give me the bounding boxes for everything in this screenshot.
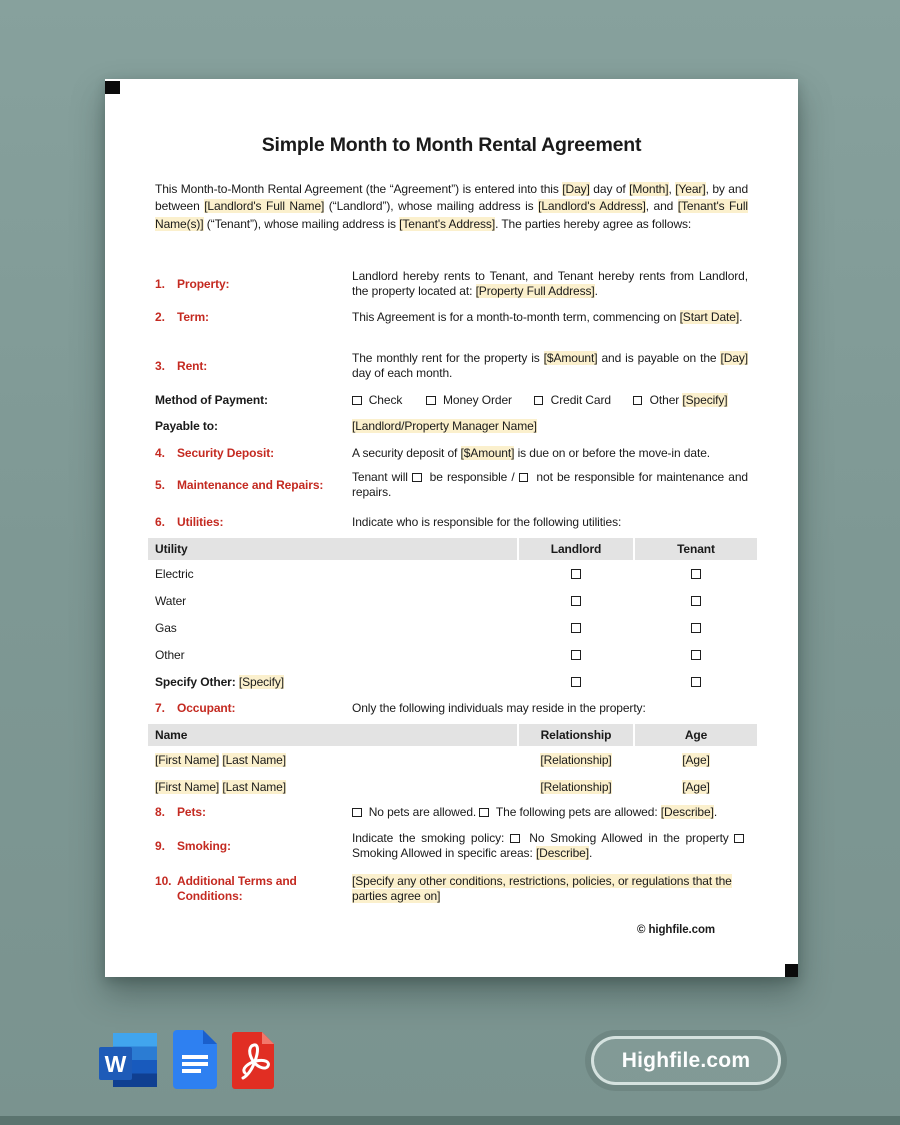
text-segment: The monthly rent for the property is	[352, 351, 544, 365]
text-segment: (“Tenant”), whose mailing address is	[203, 216, 400, 231]
section-number: 8.	[155, 805, 165, 820]
text-segment: , by and between	[155, 182, 749, 214]
section-label: Property:	[177, 276, 230, 291]
text-segment: Check	[365, 393, 403, 407]
occupants-header-name: Name	[148, 724, 517, 746]
text-segment: be responsible /	[425, 470, 519, 484]
payment-options	[352, 393, 748, 408]
table-row	[148, 668, 757, 695]
section-content	[352, 805, 748, 820]
placeholder-field: [Property Full Address]	[475, 284, 595, 299]
section-property	[155, 269, 748, 300]
text-segment: .	[594, 284, 598, 299]
checkbox[interactable]	[412, 473, 422, 483]
crop-mark-bottom-right	[785, 964, 798, 977]
section-number: 9.	[155, 838, 165, 853]
text-segment: Specify Other:	[155, 674, 239, 689]
checkbox[interactable]	[691, 623, 701, 633]
checkbox[interactable]	[734, 834, 744, 844]
checkbox[interactable]	[479, 808, 489, 818]
text-segment: Money Order	[439, 393, 512, 407]
section-additional-terms	[155, 874, 748, 905]
section-content	[352, 269, 748, 300]
text-segment: Tenant will	[352, 470, 412, 484]
method-of-payment-row	[155, 393, 748, 408]
section-label: Additional Terms and Conditions:	[177, 874, 297, 904]
section-label: Term:	[177, 310, 209, 325]
section-number: 1.	[155, 276, 165, 291]
section-smoking	[155, 831, 748, 862]
row-label: Method of Payment:	[155, 393, 268, 408]
occupants-table	[148, 724, 757, 800]
text-segment: , and	[645, 199, 678, 214]
checkbox[interactable]	[571, 569, 581, 579]
utility-name	[148, 648, 517, 662]
bottom-edge-strip	[0, 1116, 900, 1125]
placeholder-field: [Landlord's Full Name]	[204, 199, 325, 214]
text-segment: . The parties hereby agree as follows:	[495, 216, 692, 231]
text-segment: This Agreement is for a month-to-month term, commencing on	[352, 310, 680, 324]
section-label: Occupant:	[177, 701, 236, 716]
utility-name	[148, 675, 517, 689]
placeholder-field: [Month]	[629, 182, 669, 196]
table-row	[148, 614, 757, 641]
text-segment: The following pets are allowed:	[492, 805, 661, 819]
pdf-icon[interactable]	[232, 1032, 274, 1089]
checkbox[interactable]	[571, 596, 581, 606]
checkbox[interactable]	[571, 650, 581, 660]
checkbox[interactable]	[633, 396, 643, 406]
placeholder-field: [First Name]	[155, 779, 220, 794]
placeholder-field: [Age]	[682, 752, 710, 767]
table-row	[148, 587, 757, 614]
checkbox[interactable]	[691, 677, 701, 687]
payable-to-row	[155, 419, 748, 434]
section-label: Utilities:	[177, 515, 224, 530]
text-segment: ,	[668, 182, 676, 196]
section-maintenance	[155, 470, 748, 501]
row-label: Payable to:	[155, 419, 218, 434]
occupants-header-relationship: Relationship	[519, 724, 633, 746]
section-content	[352, 310, 748, 325]
text-segment: .	[588, 846, 593, 861]
occupant-age	[635, 780, 757, 794]
section-content	[352, 831, 748, 862]
text-segment: Electric	[155, 566, 194, 581]
text-segment: Water	[155, 593, 187, 608]
section-label: Rent:	[177, 358, 208, 373]
placeholder-field: [Describe]	[660, 805, 714, 819]
section-number: 5.	[155, 477, 165, 492]
placeholder-field: [First Name]	[155, 752, 220, 767]
table-row	[148, 773, 757, 800]
spacer	[402, 403, 426, 404]
section-number: 4.	[155, 446, 165, 461]
svg-text:W: W	[104, 1051, 127, 1077]
placeholder-field: [Age]	[682, 779, 710, 794]
section-content	[352, 470, 748, 501]
section-number: 6.	[155, 515, 165, 530]
placeholder-field: [Year]	[675, 182, 706, 196]
intro-paragraph	[155, 181, 748, 233]
placeholder-field: [Last Name]	[222, 779, 286, 794]
occupant-name	[148, 753, 517, 767]
occupant-age	[635, 753, 757, 767]
checkbox[interactable]	[691, 596, 701, 606]
placeholder-field: [$Amount]	[460, 446, 515, 460]
crop-mark-top-left	[105, 81, 120, 94]
placeholder-field: [Relationship]	[540, 752, 612, 767]
text-segment: No Smoking Allowed in the property	[523, 831, 735, 845]
placeholder-field: [Tenant's Address]	[399, 216, 496, 231]
checkbox[interactable]	[426, 396, 436, 406]
utilities-header-landlord: Landlord	[519, 538, 633, 560]
checkbox[interactable]	[571, 677, 581, 687]
placeholder-field: [Specify]	[238, 674, 284, 689]
section-label: Maintenance and Repairs:	[177, 477, 324, 492]
checkbox[interactable]	[352, 396, 362, 406]
utilities-table	[148, 538, 757, 695]
text-segment: Landlord hereby rents to Tenant, and Tenant hereby rents from Landlord, the property located at:	[352, 269, 748, 299]
table-row	[148, 560, 757, 587]
copyright-notice: © highfile.com	[637, 924, 715, 936]
spacer	[512, 403, 534, 404]
section-label: Pets:	[177, 805, 206, 820]
spacer	[611, 403, 633, 404]
placeholder-field: [Last Name]	[222, 752, 286, 767]
checkbox[interactable]	[691, 650, 701, 660]
text-segment: .	[713, 805, 718, 819]
text-segment: day of	[589, 182, 630, 196]
text-segment: (“Landlord”), whose mailing address is	[324, 199, 539, 214]
placeholder-field: [Day]	[720, 351, 748, 365]
text-segment: Other	[155, 647, 185, 662]
text-segment: This Month-to-Month Rental Agreement (the “Agreement”) is entered into this	[155, 182, 563, 196]
checkbox[interactable]	[571, 623, 581, 633]
occupants-header-age: Age	[635, 724, 757, 746]
occupant-relationship	[519, 753, 633, 767]
document-title: Simple Month to Month Rental Agreement	[261, 134, 642, 156]
table-row	[148, 746, 757, 773]
placeholder-field: [Tenant's Full Name(s)]	[155, 199, 748, 231]
checkbox[interactable]	[534, 396, 544, 406]
placeholder-field: [Relationship]	[540, 779, 612, 794]
placeholder-field: [Specify any other conditions, restrictions, policies, or regulations that the parties agree on]	[352, 874, 732, 904]
section-number: 3.	[155, 358, 165, 373]
section-content	[352, 515, 748, 530]
text-segment: Other	[646, 393, 683, 407]
section-number: 7.	[155, 701, 165, 716]
text-segment: .	[739, 310, 743, 324]
section-number: 2.	[155, 310, 165, 325]
text-segment: Smoking Allowed in specific areas:	[352, 846, 536, 861]
section-content	[352, 701, 748, 716]
placeholder-field: [Landlord's Address]	[538, 199, 646, 214]
section-term	[155, 310, 748, 325]
text-segment: No pets are allowed.	[365, 805, 480, 819]
placeholder-field: [Specify]	[682, 393, 728, 407]
checkbox[interactable]	[519, 473, 529, 483]
highfile-site-button-label: Highfile.com	[621, 1048, 751, 1072]
word-icon[interactable]	[99, 1033, 157, 1090]
section-pets	[155, 805, 748, 820]
highfile-site-button[interactable]	[591, 1036, 781, 1085]
text-segment: A security deposit of	[352, 446, 461, 460]
checkbox[interactable]	[352, 808, 362, 818]
occupant-name	[148, 780, 517, 794]
utilities-header-tenant: Tenant	[635, 538, 757, 560]
section-content	[352, 446, 748, 461]
occupant-relationship	[519, 780, 633, 794]
section-number: 10.	[155, 874, 172, 889]
section-utilities	[155, 515, 748, 530]
section-occupant	[155, 701, 748, 716]
placeholder-field: [Landlord/Property Manager Name]	[352, 419, 537, 433]
text-segment: not be responsible for maintenance and repairs.	[352, 470, 749, 500]
section-rent	[155, 351, 748, 382]
section-content	[352, 351, 748, 382]
text-segment: Indicate who is responsible for the following utilities:	[352, 515, 622, 529]
placeholder-field: [Describe]	[535, 846, 589, 861]
utility-name	[148, 621, 517, 635]
placeholder-field: [Start Date]	[679, 310, 740, 324]
text-segment: Credit Card	[547, 393, 611, 407]
text-segment: is due on or before the move-in date.	[514, 446, 710, 460]
section-security-deposit	[155, 446, 748, 461]
text-segment: Indicate the smoking policy:	[352, 831, 511, 845]
checkbox[interactable]	[510, 834, 520, 844]
document-page	[105, 79, 798, 977]
checkbox[interactable]	[691, 569, 701, 579]
section-content	[352, 874, 748, 905]
utilities-header-utility: Utility	[148, 538, 517, 560]
placeholder-field: [$Amount]	[543, 351, 598, 365]
text-segment: and is payable on the	[597, 351, 721, 365]
table-row	[148, 641, 757, 668]
text-segment: day of each month.	[352, 366, 453, 381]
payable-to-value	[352, 419, 748, 434]
text-segment: Gas	[155, 620, 177, 635]
google-docs-icon[interactable]	[173, 1030, 217, 1089]
section-label: Security Deposit:	[177, 446, 274, 461]
placeholder-field: [Day]	[562, 182, 590, 196]
text-segment: Only the following individuals may reside in the property:	[352, 701, 646, 715]
utility-name	[148, 594, 517, 608]
utility-name	[148, 567, 517, 581]
section-label: Smoking:	[177, 838, 231, 853]
